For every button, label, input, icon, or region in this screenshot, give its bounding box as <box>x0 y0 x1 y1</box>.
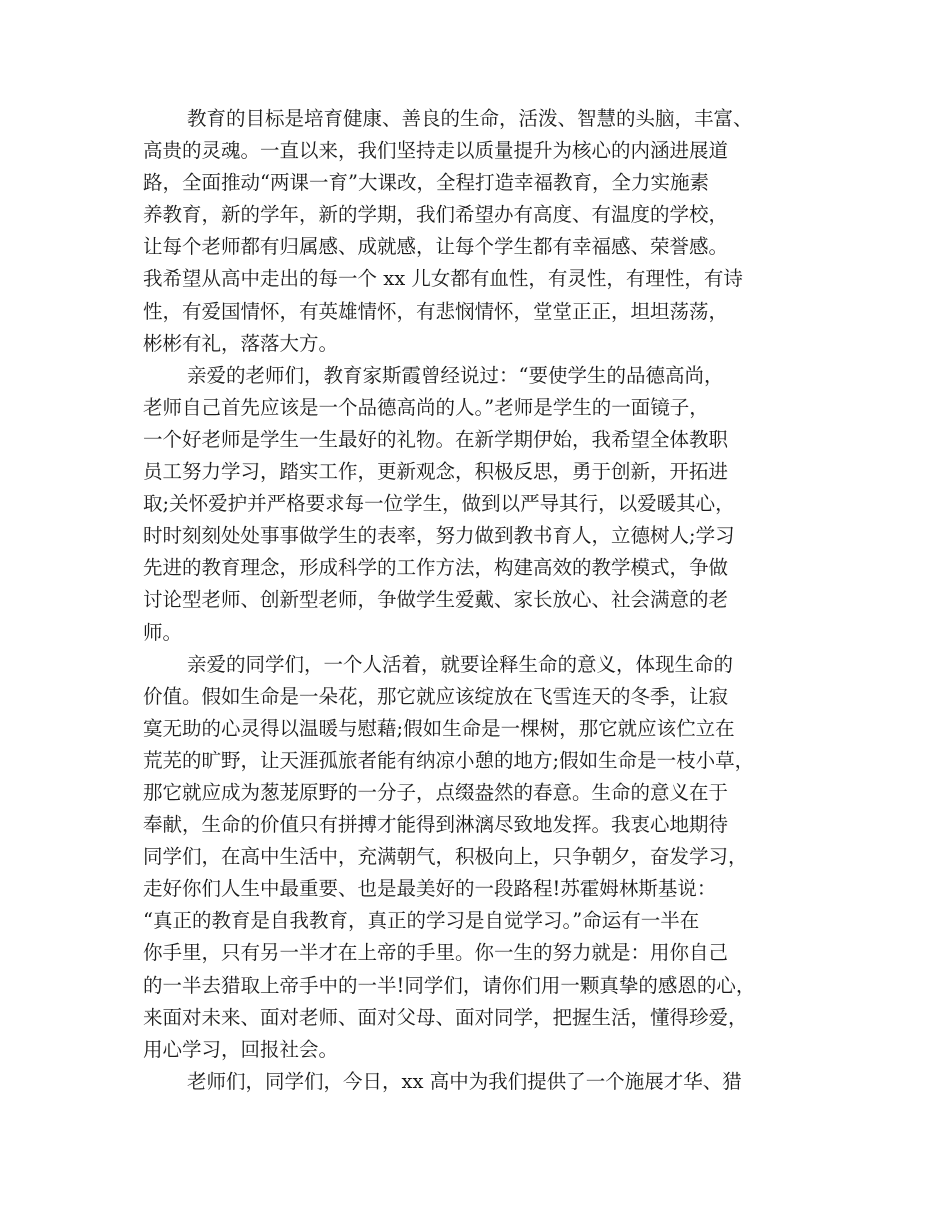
text-line: 老师自己首先应该是一个品德高尚的人。”老师是学生的一面镜子， <box>143 395 709 419</box>
text-line: 荒芜的旷野，让天涯孤旅者能有纳凉小憩的地方;假如生命是一枝小草， <box>143 748 755 772</box>
text-line: 价值。假如生命是一朵花，那它就应该绽放在飞雪连天的冬季，让寂 <box>143 684 729 708</box>
text-line: 一个好老师是学生一生最好的礼物。在新学期伊始，我希望全体教职 <box>143 427 729 451</box>
text-line: 养教育，新的学年，新的学期，我们希望办有高度、有温度的学校， <box>143 203 729 227</box>
text-line: 路，全面推动“两课一育”大课改，全程打造幸福教育，全力实施素 <box>143 171 709 195</box>
document-body <box>143 103 823 1098</box>
text-line: 让每个老师都有归属感、成就感，让每个学生都有幸福感、荣誉感。 <box>143 235 729 259</box>
paragraph-first-line: 亲爱的同学们，一个人活着，就要诠释生命的意义，体现生命的 <box>187 652 734 676</box>
text-line: 员工努力学习，踏实工作，更新观念，积极反思，勇于创新，开拓进 <box>143 460 729 484</box>
paragraph-first-line: 教育的目标是培育健康、善良的生命，活泼、智慧的头脑，丰富、 <box>187 107 753 130</box>
text-line: 的一半去猎取上帝手中的一半!同学们，请你们用一颗真挚的感恩的心， <box>143 973 756 997</box>
paragraph-first-line: 亲爱的老师们，教育家斯霞曾经说过：“要使学生的品德高尚， <box>187 363 724 387</box>
text-line: 先进的教育理念，形成科学的工作方法，构建高效的教学模式，争做 <box>143 556 729 580</box>
text-line: 彬彬有礼，落落大方。 <box>143 331 339 355</box>
text-line: 走好你们人生中最重要、也是最美好的一段路程!苏霍姆林斯基说： <box>143 877 717 901</box>
text-line: 我希望从高中走出的每一个 xx 儿女都有血性，有灵性，有理性，有诗 <box>143 267 743 291</box>
text-line: 寞无助的心灵得以温暖与慰藉;假如生命是一棵树，那它就应该伫立在 <box>143 716 735 740</box>
text-line: 时时刻刻处处事事做学生的表率，努力做到教书育人，立德树人;学习 <box>143 524 735 548</box>
text-line: 那它就应成为葱茏原野的一分子，点缀盎然的春意。生命的意义在于 <box>143 780 729 804</box>
text-line: 取;关怀爱护并严格要求每一位学生，做到以严导其行，以爱暖其心， <box>143 492 735 516</box>
text-line: 高贵的灵魂。一直以来，我们坚持走以质量提升为核心的内涵进展道 <box>143 139 729 163</box>
text-line: “真正的教育是自我教育，真正的学习是自觉学习。”命运有一半在 <box>143 909 700 933</box>
text-line: 来面对未来、面对老师、面对父母、面对同学，把握生活，懂得珍爱， <box>143 1005 748 1029</box>
text-line: 师。 <box>143 620 183 644</box>
text-line: 讨论型老师、创新型老师，争做学生爱戴、家长放心、社会满意的老 <box>143 588 729 612</box>
text-line: 同学们，在高中生活中，充满朝气，积极向上，只争朝夕，奋发学习， <box>143 845 748 869</box>
text-line: 你手里，只有另一半才在上帝的手里。你一生的努力就是：用你自己 <box>143 941 729 965</box>
text-line: 用心学习，回报社会。 <box>143 1037 339 1061</box>
paragraph-first-line: 老师们，同学们，今日，xx 高中为我们提供了一个施展才华、猎 <box>187 1069 742 1093</box>
text-line: 奉献，生命的价值只有拼搏才能得到淋漓尽致地发挥。我衷心地期待 <box>143 813 729 837</box>
text-line: 性，有爱国情怀，有英雄情怀，有悲悯情怀，堂堂正正，坦坦荡荡， <box>143 299 729 323</box>
